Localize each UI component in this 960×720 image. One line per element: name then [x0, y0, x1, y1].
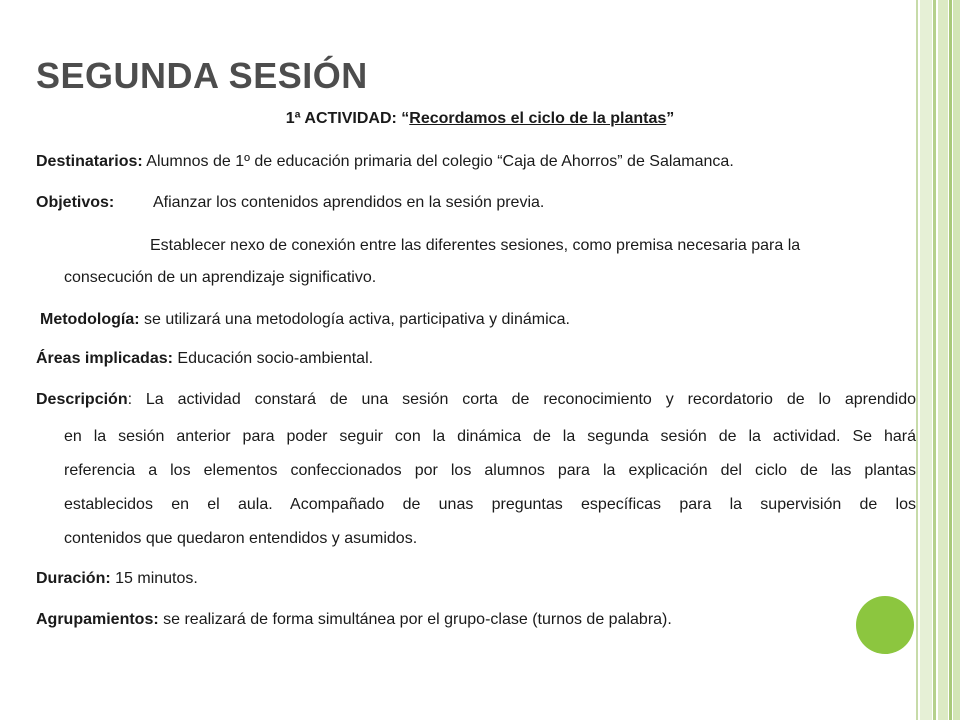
stripe — [916, 0, 918, 720]
objetivo-item-2-line-2: consecución de un aprendizaje significativo. — [64, 269, 377, 286]
descripcion-line-1 — [36, 390, 916, 410]
areas-label: Áreas implicadas: — [36, 350, 173, 367]
destinatarios-text: Alumnos de 1º de educación primaria del colegio “Caja de Ahorros” de Salamanca. — [142, 153, 734, 170]
activity-heading — [0, 110, 960, 128]
descripcion-text-1: : La actividad constará de una sesión corta de reconocimiento y recordatorio de lo aprendido — [127, 391, 916, 408]
objetivo-item-2-line-1: Establecer nexo de conexión entre las diferentes sesiones, como premisa necesaria para la — [150, 237, 801, 254]
descripcion-line-3: referencia a los elementos confeccionados por los alumnos para la explicación del ciclo de las plantas — [64, 462, 916, 479]
agrupamientos-text: se realizará de forma simultánea por el grupo-clase (turnos de palabra). — [158, 611, 672, 628]
page-title: SEGUNDA SESIÓN — [36, 55, 368, 96]
descripcion-line-4: establecidos en el aula. Acompañado de unas preguntas específicas para la supervisión de los — [64, 496, 916, 513]
decorative-side-stripes — [916, 0, 960, 720]
areas-text: Educación socio-ambiental. — [172, 350, 374, 367]
activity-name: Recordamos el ciclo de la plantas — [409, 110, 667, 127]
areas-paragraph — [36, 349, 373, 369]
objetivos-paragraph — [36, 193, 114, 213]
descripcion-line-2: en la sesión anterior para poder seguir con la dinámica de la segunda sesión de la actividad. Se hará — [64, 428, 916, 445]
agrupamientos-paragraph — [36, 610, 672, 630]
stripe — [938, 0, 948, 720]
activity-prefix: 1ª ACTIVIDAD: “ — [285, 110, 410, 127]
decorative-green-circle — [856, 596, 914, 654]
destinatarios-label: Destinatarios: — [36, 153, 143, 170]
destinatarios-paragraph — [36, 152, 734, 172]
metodologia-paragraph — [40, 310, 570, 330]
metodologia-label: Metodología: — [40, 311, 140, 328]
metodologia-text: se utilizará una metodología activa, participativa y dinámica. — [139, 311, 570, 328]
agrupamientos-label: Agrupamientos: — [36, 611, 159, 628]
activity-suffix: ” — [666, 110, 675, 127]
duracion-label: Duración: — [36, 570, 111, 587]
stripe — [933, 0, 936, 720]
stripe — [920, 0, 932, 720]
descripcion-label: Descripción — [36, 391, 128, 408]
objetivo-item-1: Afianzar los contenidos aprendidos en la sesión previa. — [153, 194, 545, 211]
descripcion-line-5: contenidos que quedaron entendidos y asumidos. — [64, 530, 418, 547]
objetivos-label: Objetivos: — [36, 194, 115, 211]
duracion-text: 15 minutos. — [110, 570, 198, 587]
stripe — [953, 0, 960, 720]
stripe — [949, 0, 952, 720]
duracion-paragraph — [36, 569, 198, 589]
